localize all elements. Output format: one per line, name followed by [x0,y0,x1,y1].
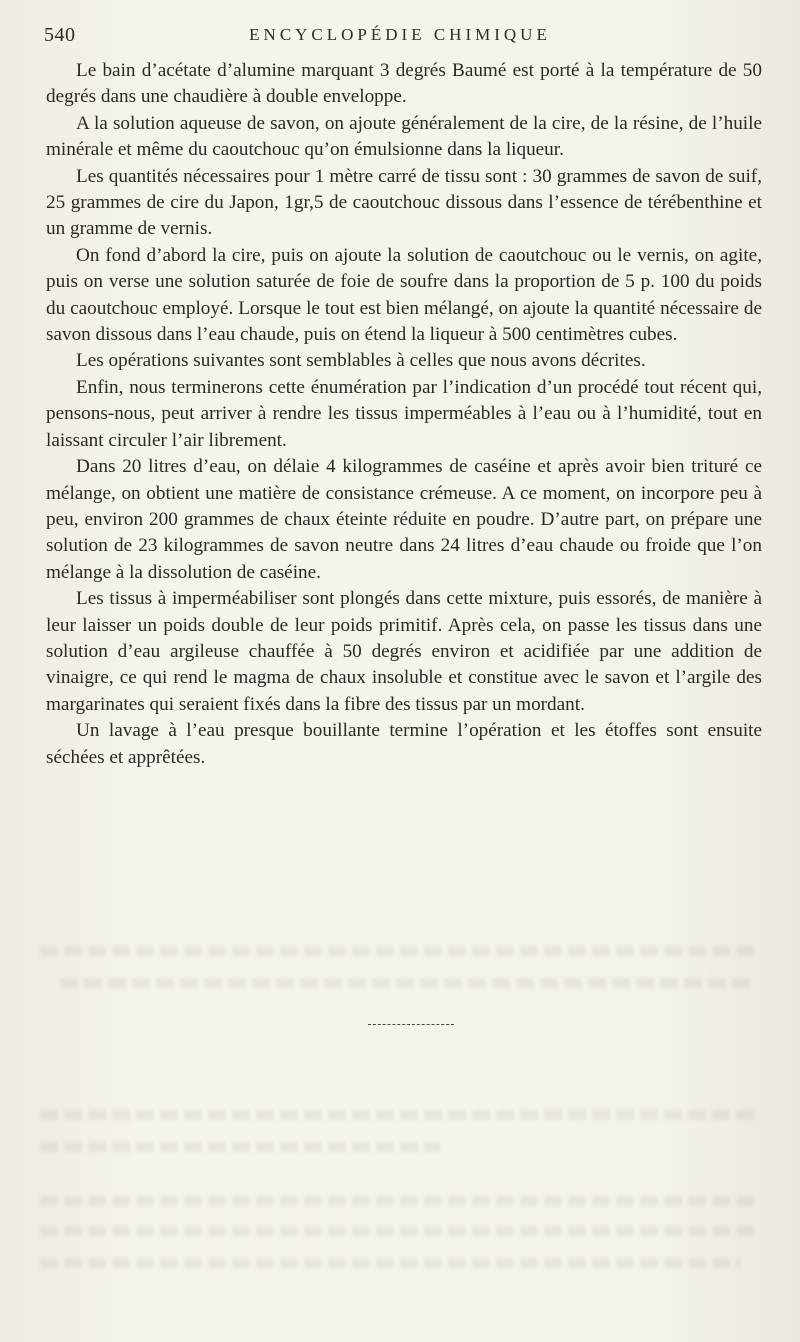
running-title: ENCYCLOPÉDIE CHIMIQUE [249,25,551,44]
page-number: 540 [44,24,76,46]
section-end-rule [368,1024,454,1025]
paragraph-5: Les opérations suivantes sont semblables à celles que nous avons décrites. [76,350,646,372]
page-header [44,22,756,52]
paragraph-3: Les quantités nécessaires pour 1 mètre carré de tissu sont : 30 grammes de savon de suif, 25 grammes de cire du Japon, 1gr,5 de caoutchouc dissous dans l’essence de térébenthine et un gramme de vernis. [46,165,762,240]
paragraph-2: A la solution aqueuse de savon, on ajoute généralement de la cire, de la résine, de l’huile minérale et même du caoutchouc qu’on émulsionne dans la liqueur. [46,112,762,161]
paragraph-1: Le bain d’acétate d’alumine marquant 3 degrés Baumé est porté à la température de 50 degrés dans une chaudière à double enveloppe. [46,60,762,108]
paragraph-9: Un lavage à l’eau presque bouillante termine l’opération et les étoffes sont ensuite séchées et apprêtées. [46,720,762,768]
bleed-through [40,946,760,956]
bleed-through [60,978,750,988]
bleed-through [40,1142,440,1152]
paragraph-8: Les tissus à imperméabiliser sont plongés dans cette mixture, puis essorés, de manière à leur laisser un poids double de leur poids primitif. Après cela, on passe les tissus dans une solution d’eau argileuse chauffée à 50 degrés environ et acidifiée par une addition de vinaigre, ce qui rend le magma de chaux insoluble et constitue avec le savon et l’argile des margarinates qui seraient fixés dans la fibre des tissus par un mordant. [46,588,762,715]
body-text [46,58,762,771]
bleed-through [40,1258,740,1268]
bleed-through [40,1196,760,1206]
paragraph-6: Enfin, nous terminerons cette énumération par l’indication d’un procédé tout récent qui, pensons-nous, peut arriver à rendre les tissus imperméables à l’eau ou à l’humidité, tout en laissant circuler l’air librement. [46,376,762,451]
paragraph-4: On fond d’abord la cire, puis on ajoute la solution de caoutchouc ou le vernis, on agite, puis on verse une solution saturée de foie de soufre dans la proportion de 5 p. 100 du poids du caoutchouc employé. Lorsque le tout est bien mélangé, on ajoute la quantité nécessaire de savon dissous dans l’eau chaude, puis on étend la liqueur à 500 centimètres cubes. [46,244,762,346]
bleed-through [40,1226,760,1236]
bleed-through [40,1110,760,1120]
paragraph-7: Dans 20 litres d’eau, on délaie 4 kilogrammes de caséine et après avoir bien trituré ce mélange, on obtient une matière de consistance crémeuse. A ce moment, on incorpore peu à peu, environ 200 grammes de chaux éteinte réduite en poudre. D’autre part, on prépare une solution de 23 kilogrammes de savon neutre dans 24 litres d’eau chaude ou froide que l’on mélange à la dissolution de caséine. [46,456,762,583]
